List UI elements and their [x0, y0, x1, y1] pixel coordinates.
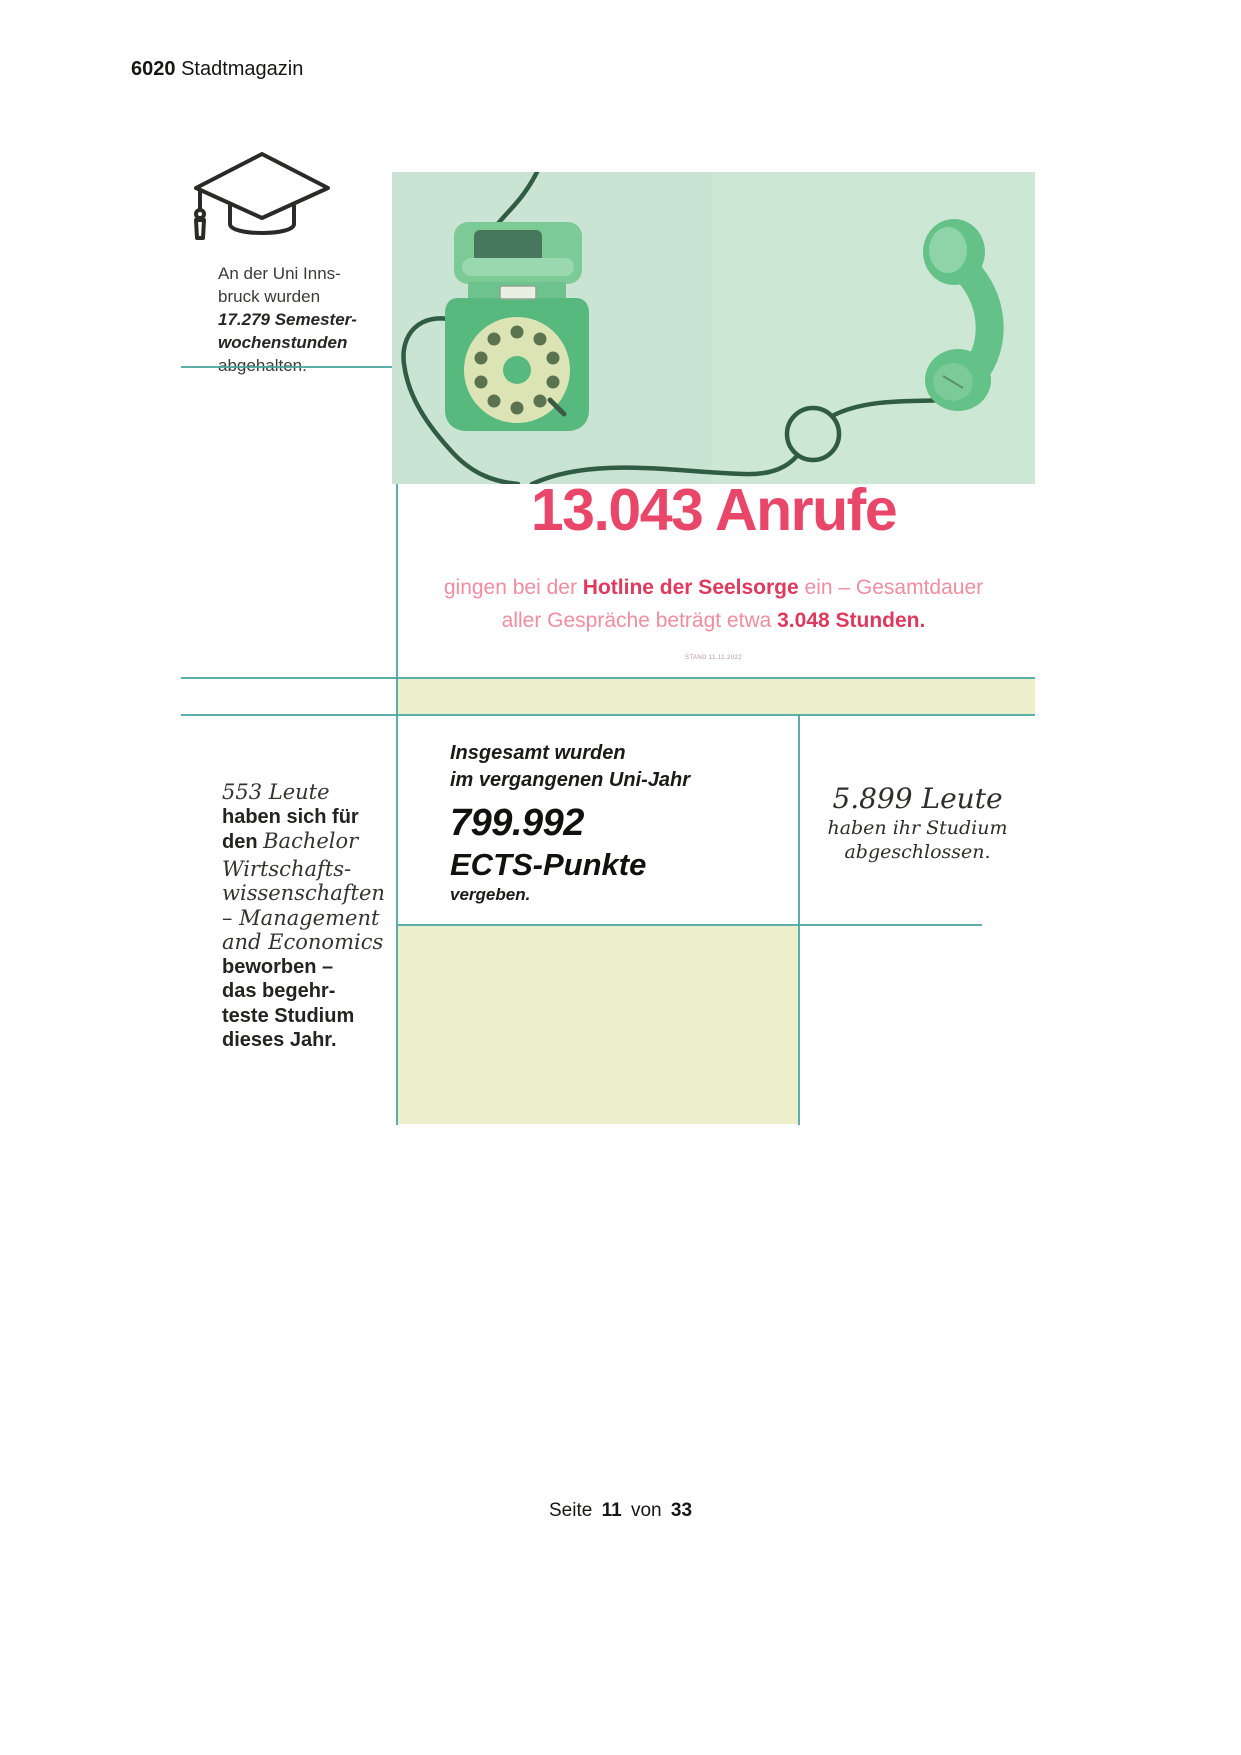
semester-stat-text — [218, 262, 383, 377]
graduation-cap-icon — [190, 148, 334, 258]
stat-line: abgeschlossen. — [844, 841, 991, 863]
footer-total-pages: 33 — [670, 1500, 693, 1521]
ects-number: 799.992 — [450, 802, 584, 844]
ects-stat-text — [450, 740, 790, 907]
stat-line: 553 Leute — [222, 780, 330, 804]
calls-subline-1 — [332, 576, 1095, 600]
fineprint-date: STAND 11.11.2022 — [684, 655, 743, 661]
stat-line: das begehr- — [222, 980, 336, 1002]
stat-line-part: den — [222, 831, 264, 853]
stat-line: teste Studium — [222, 1004, 355, 1027]
graduates-stat-text — [799, 782, 1036, 864]
divider-line — [181, 714, 1035, 716]
stat-line: An der Uni Inns- — [218, 264, 341, 283]
ects-suffix: vergeben. — [450, 885, 531, 904]
page-title — [131, 58, 303, 81]
subline-text: aller Gespräche beträgt etwa — [501, 609, 778, 632]
divider-line-vertical — [798, 714, 800, 1125]
stat-line: wissenschaften — [222, 881, 385, 905]
footer-page-indicator — [0, 1500, 1241, 1522]
applicants-stat-text — [222, 780, 392, 1053]
divider-line — [181, 366, 397, 368]
stat-line: dieses Jahr. — [222, 1029, 337, 1051]
ects-intro-line: Insgesamt wurden — [450, 742, 626, 764]
divider-line — [397, 924, 982, 926]
stat-line: – Management — [222, 905, 380, 930]
graduates-number: 5.899 Leute — [832, 782, 1003, 815]
yellow-block — [398, 926, 798, 1124]
stat-line-emphasis: 17.279 Semester- — [218, 310, 357, 329]
stat-line: Wirtschafts- — [222, 856, 352, 881]
calls-subline-2 — [332, 609, 1095, 633]
yellow-band — [397, 679, 1035, 714]
footer-prefix: Seite — [548, 1500, 593, 1521]
rotary-phone — [445, 222, 589, 431]
rotary-telephone-photo — [392, 172, 1035, 484]
divider-line — [181, 677, 1035, 679]
stat-line: haben ihr Studium — [827, 817, 1008, 839]
subline-text: gingen bei der — [443, 576, 583, 599]
subline-text: ein – Gesamtdauer — [798, 576, 984, 599]
calls-headline: 13.043 Anrufe — [530, 477, 897, 543]
stat-line-part: Bachelor — [263, 829, 359, 853]
stat-line-emphasis: wochenstunden — [218, 333, 348, 352]
magazine-number: 6020 — [131, 58, 176, 80]
footer-current-page: 11 — [601, 1500, 622, 1521]
stat-line — [222, 829, 392, 857]
footer-of: von — [630, 1500, 662, 1521]
subline-strong: Hotline der Seelsorge — [582, 576, 799, 599]
ects-intro-line: im vergangenen Uni-Jahr — [450, 769, 691, 791]
stat-line: bruck wurden — [218, 287, 321, 306]
stat-line: haben sich für — [222, 805, 359, 828]
subline-strong: 3.048 Stunden. — [777, 609, 926, 632]
stat-line: beworben – — [222, 955, 334, 978]
magazine-name: Stadtmagazin — [181, 58, 304, 80]
stat-line: and Economics — [222, 930, 384, 954]
ects-unit: ECTS-Punkte — [450, 847, 647, 882]
